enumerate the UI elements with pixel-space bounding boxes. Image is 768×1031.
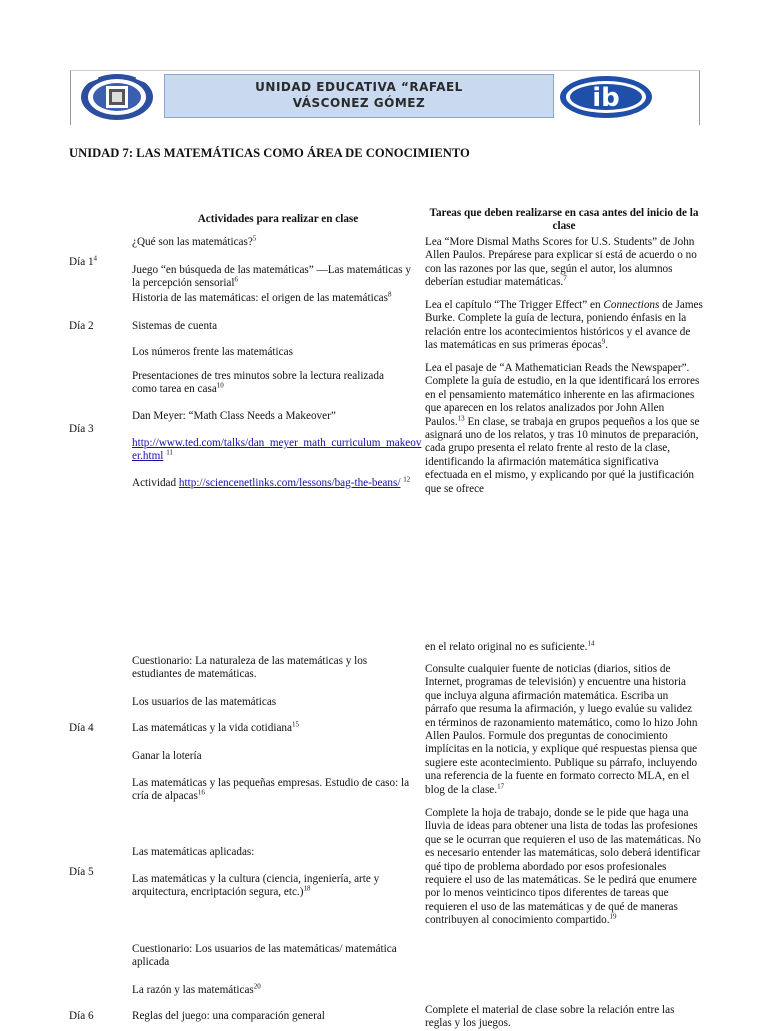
- activity-math-daily-life: Las matemáticas y la vida cotidiana$^{15}$: [132, 720, 299, 734]
- day-1-label: Día $1^4$: [69, 254, 98, 268]
- school-crest-icon: [78, 72, 156, 122]
- day-6-label: Día 6: [69, 1010, 94, 1022]
- activity-rules-of-game: Reglas del juego: una comparación general: [132, 1010, 325, 1022]
- activity-what-is-math: ¿Qué son las matemáticas?$^5$: [132, 234, 257, 248]
- day-2-label: Día 2: [69, 320, 94, 332]
- day-3-label: Día 3: [69, 423, 94, 435]
- school-name-banner: [164, 74, 554, 118]
- activity-reason-and-math: La razón y las matemáticas$^{20}$: [132, 982, 261, 996]
- task-professions-worksheet: Complete la hoja de trabajo, donde se le pide que haga una lluvia de ideas para obtener una lista de todas las profesiones que se le ocurran que requieren el uso de las matemáticas. No es necesario entender las matemáticas, solo deberá identificar qué tipo de problema abordado por esos profesionales requiere el uso de las matemáticas. Se le pedirá que enumere por lo menos veinticinco tipos diferentes de tareas que requieren el uso de las matemáticas y de qué de maneras contribuyen al conocimiento compartido.$^{19}$: [425, 807, 701, 927]
- task-dismal-math-scores: Lea “More Dismal Maths Scores for U.S. Students” de John Allen Paulos. Prepárese para explicar si está de acuerdo o no con las razones por las que, según el autor, los alumnos deberían estudiar matemáticas.$^7$: [425, 236, 697, 289]
- banner-line-1: UNIDAD EDUCATIVA “RAFAEL: [255, 80, 463, 94]
- banner-line-2: VÁSCONEZ GÓMEZ: [292, 96, 426, 110]
- activity-dan-meyer: Dan Meyer: “Math Class Needs a Makeover”: [132, 410, 336, 422]
- ib-logo-icon: [558, 74, 654, 120]
- activity-quiz-users-applied: Cuestionario: Los usuarios de las matemáticas/ matemática aplicada: [132, 943, 397, 969]
- activity-quiz-nature-of-math: Cuestionario: La naturaleza de las matemáticas y los estudiantes de matemáticas.: [132, 655, 368, 681]
- unit-title: UNIDAD 7: LAS MATEMÁTICAS COMO ÁREA DE CONOCIMIENTO: [69, 146, 470, 160]
- activity-history-of-math: Historia de las matemáticas: el origen de las matemáticas$^8$: [132, 290, 392, 304]
- activity-win-lottery: Ganar la lotería: [132, 750, 202, 762]
- activities-heading: Actividades para realizar en clase: [197, 213, 359, 225]
- activity-bag-the-beans: Actividad http://sciencenetlinks.com/lessons/bag-the-beans/ $^{12}$: [132, 475, 411, 489]
- activity-users-of-math: Los usuarios de las matemáticas: [132, 696, 277, 708]
- task-trigger-effect: Lea el capítulo “The Trigger Effect” en Connections de James Burke. Complete la guía de lectura, poniendo énfasis en la relación entre los acontecimientos históricos y el avance de las matemáticas en sus primeras épocas$^9$.: [425, 299, 703, 352]
- activity-math-and-culture: Las matemáticas y la cultura (ciencia, ingeniería, arte y arquitectura, encriptación segura, etc.)$^{18}$: [132, 873, 380, 899]
- bag-the-beans-link[interactable]: http://sciencenetlinks.com/lessons/bag-the-beans/: [178, 477, 401, 489]
- task-news-source: Consulte cualquier fuente de noticias (diarios, sitios de Internet, programas de televisión) y encuentre una historia que incluya alguna afirmación matemática. Escriba un párrafo que resuma la afirmación, y luego evalúe su validez en términos de razonamiento matemático, como lo hizo John Allen Paulos. Formule dos preguntas de conocimiento implícitas en la noticia, y explique qué respuestas piensa que sugiere este acontecimiento. Publique su párrafo, incluyendo una referencia de la fuente en formato correcto MLA, en el blog de la clase.$^{17}$: [425, 663, 698, 796]
- ted-talk-link[interactable]: http://www.ted.com/talks/dan_meyer_math_curriculum_makeover.html: [132, 437, 422, 463]
- task-rules-and-games: Complete el material de clase sobre la relación entre las reglas y los juegos.: [425, 1004, 675, 1030]
- ib-logo-text: ib: [592, 83, 620, 113]
- activity-numbers-vs-math: Los números frente las matemáticas: [132, 346, 293, 358]
- activity-applied-math: Las matemáticas aplicadas:: [132, 846, 255, 858]
- activity-small-business: Las matemáticas y las pequeñas empresas. Estudio de caso: la cría de alpacas$^{16}$: [132, 777, 410, 803]
- homework-heading: Tareas que deben realizarse en casa antes del inicio de la clase: [429, 207, 699, 232]
- day-5-label: Día 5: [69, 866, 94, 878]
- activity-ted-link-item: http://www.ted.com/talks/dan_meyer_math_curriculum_makeover.html $^{11}$: [132, 437, 422, 463]
- task-mathematician-newspaper: Lea el pasaje de “A Mathematician Reads the Newspaper”. Complete la guía de estudio, en la que identificará los errores en el pensamiento matemático inherente en las afirmaciones que aparecen en los relatos analizados por John Allen Paulos.$^{13}$ En clase, se trabaja en grupos pequeños a los que se asignará uno de los relatos, y tras 10 minutos de preparación, cada grupo presenta el relato frente al resto de la clase, identificando la afirmación matemática significativa efectuada en el mismo, y explicando por qué la justificación que se ofrece: [425, 362, 700, 495]
- activity-counting-systems: Sistemas de cuenta: [132, 320, 218, 332]
- activity-math-search-game: Juego “en búsqueda de las matemáticas” —Las matemáticas y la percepción sensorial$^6$: [132, 264, 411, 290]
- activity-three-minute-presentations: Presentaciones de tres minutos sobre la lectura realizada como tarea en casa$^{10}$: [132, 370, 384, 396]
- day-4-label: Día 4: [69, 722, 94, 734]
- task-newspaper-continued: en el relato original no es suficiente.$^{14}$: [425, 639, 595, 653]
